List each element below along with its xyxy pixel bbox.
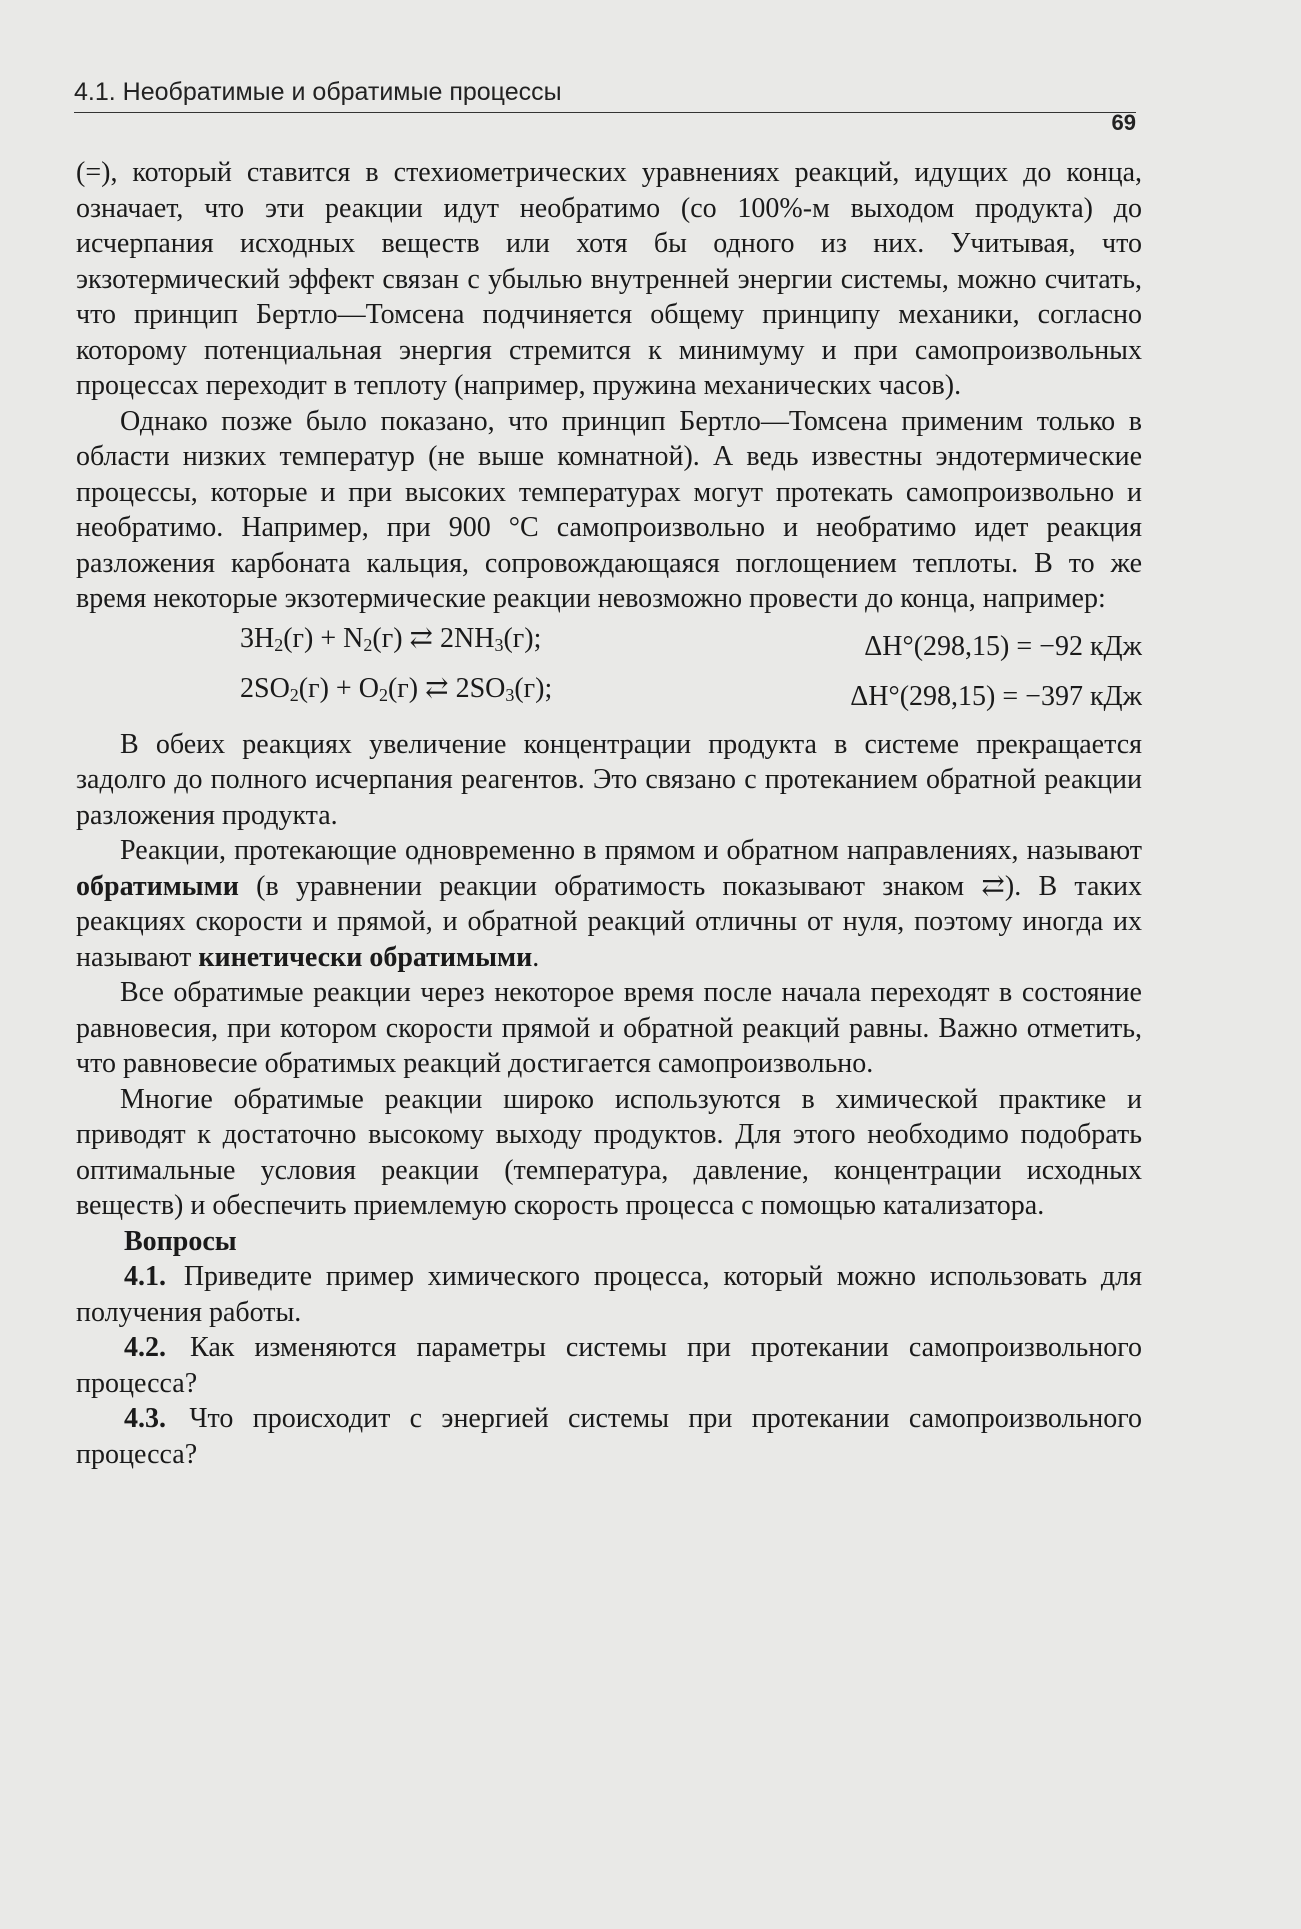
equation-1-formula: $3H_2(г) + N_2(г)$ ⇄ $2NH_3(г)$; <box>240 622 542 655</box>
paragraph-6: Многие обратимые реакции широко используются в химической практике и приводят к достаточно высокому выходу продуктов. Для этого необходимо подобрать оптимальные условия реакции (температура, давление, концентрации исходных веществ) и обеспечить приемлемую скорость процесса с помощью катализатора. <box>76 1083 1142 1221</box>
paragraph-1: (=), который ставится в стехиометрических уравнениях реакций, идущих до конца, означает, что эти реакции идут необратимо (со 100%-м выходом продукта) до исчерпания исходных веществ или хотя бы одного из них. Учитывая, что экзотермический эффект связан с убылью внутренней энергии системы, можно считать, что принцип Бертло—Томсена подчиняется общему принципу механики, согласно которому потенциальная энергия стремится к минимуму и при самопроизвольных процессах переходит в теплоту (например, пружина механических часов). <box>76 157 1142 401</box>
term-kinetically-reversible: кинетически обратимыми <box>198 941 533 973</box>
question-number: 4.3. <box>124 1403 166 1434</box>
paragraph-2: Однако позже было показано, что принцип Бертло—Томсена применим только в области низких температур (не выше комнатной). А ведь известны эндотермические процессы, которые и при высоких температурах могут протекать самопроизвольно и необратимо. Например, при 900 °С самопроизвольно и необратимо идет реакция разложения карбоната кальция, сопровождающаяся поглощением теплоты. В то же время некоторые экзотермические реакции невозможно провести до конца, например: <box>76 405 1142 614</box>
question-text: Что происходит с энергией системы при протекании самопроизвольного процесса? <box>76 1403 1142 1470</box>
reversible-arrow-icon: ⇄ <box>409 622 433 654</box>
question-number: 4.1. <box>124 1261 166 1292</box>
equation-1-enthalpy: ΔH°(298,15) = −92 кДж <box>864 630 1142 662</box>
question-item <box>76 1259 1142 1330</box>
equation-2-enthalpy: ΔH°(298,15) = −397 кДж <box>850 680 1142 712</box>
chapter-title: 4.1. Необратимые и обратимые процессы <box>74 78 562 106</box>
equation-1 <box>76 617 1142 667</box>
questions-heading: Вопросы <box>124 1225 237 1257</box>
paragraph-3: В обеих реакциях увеличение концентрации продукта в системе прекращается задолго до полного исчерпания реагентов. Это связано с протеканием обратной реакции разложения продукта. <box>76 728 1142 831</box>
equation-2-formula: $2SO_2(г) + O_2(г)$ ⇄ $2SO_3(г)$; <box>240 672 553 705</box>
equation-2 <box>76 667 1142 717</box>
question-text: Приведите пример химического процесса, который можно использовать для получения работы. <box>76 1261 1142 1328</box>
term-reversible: обратимыми <box>76 870 239 902</box>
page-number: 69 <box>1111 110 1136 135</box>
paragraph-5: Все обратимые реакции через некоторое время после начала переходят в состояние равновесия, при котором скорости прямой и обратной реакций равны. Важно отметить, что равновесие обратимых реакций достигается самопроизвольно. <box>76 977 1142 1079</box>
paragraph-4: Реакции, протекающие одновременно в прямом и обратном направлениях, называют обратимыми (в уравнении реакции обратимость показывают знаком ⇄). В таких реакциях скорости и прямой, и обратной реакций отличны от нуля, поэтому иногда их называют кинетически обратимыми. <box>76 835 1142 973</box>
question-item <box>76 1401 1142 1472</box>
reversible-arrow-icon: ⇄ <box>425 672 449 704</box>
question-item <box>76 1330 1142 1401</box>
main-text <box>76 155 1142 1472</box>
header-rule <box>74 112 1136 113</box>
running-header <box>74 78 1136 135</box>
question-text: Как изменяются параметры системы при протекании самопроизвольного процесса? <box>76 1332 1142 1399</box>
question-number: 4.2. <box>124 1332 166 1363</box>
